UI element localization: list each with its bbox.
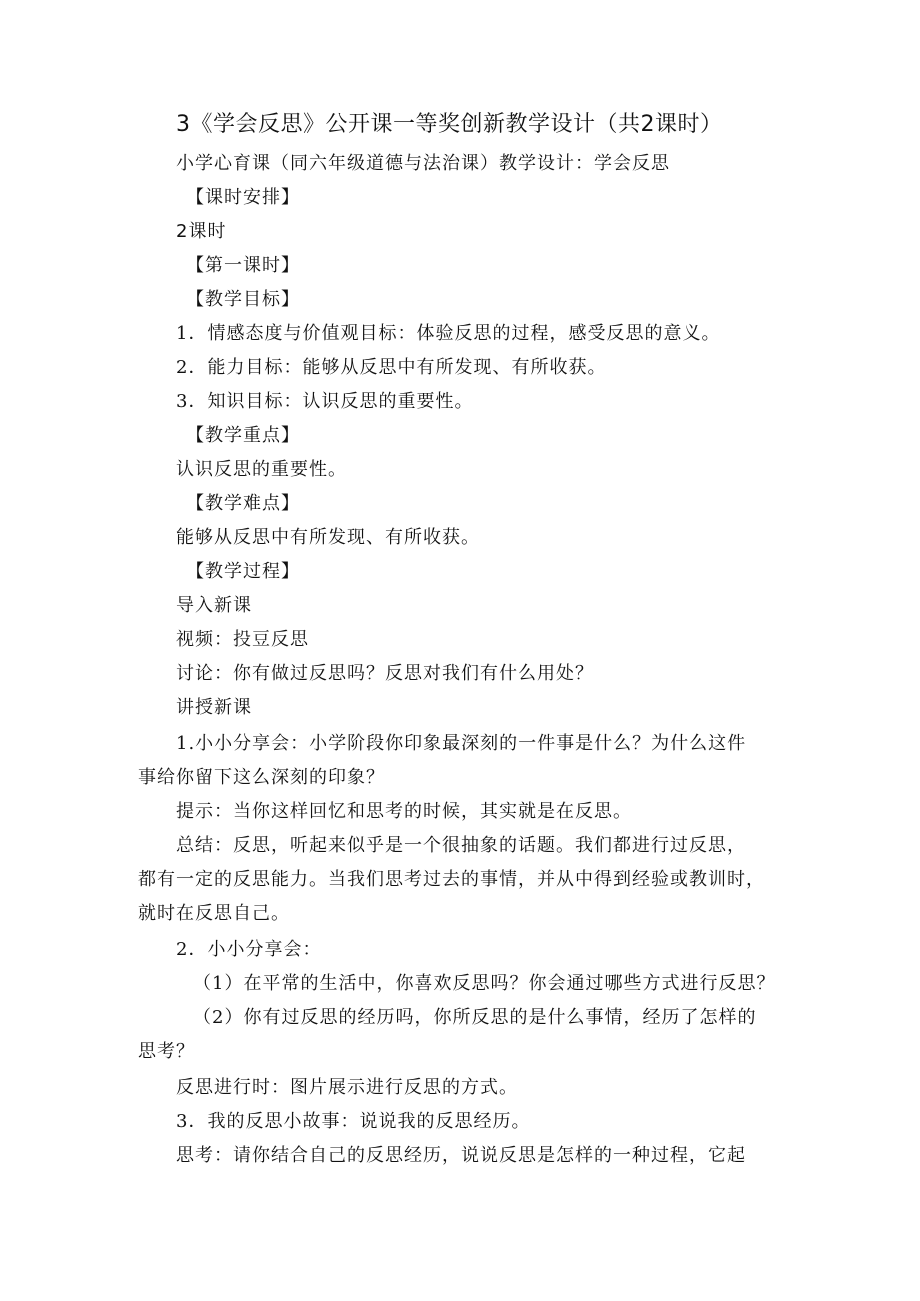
objective-item-1: 1．情感态度与价值观目标：体验反思的过程，感受反思的意义。 [176, 323, 721, 344]
section-heading-schedule: 【课时安排】 [186, 187, 300, 208]
objective-item-3: 3．知识目标：认识反思的重要性。 [176, 391, 474, 412]
paragraph-line: 思考？ [138, 1041, 195, 1062]
paragraph-line: 思考：请你结合自己的反思经历，说说反思是怎样的一种过程，它起 [176, 1145, 746, 1166]
section-heading-difficulties: 【教学难点】 [186, 493, 300, 514]
paragraph-line: （1）在平常的生活中，你喜欢反思吗？你会通过哪些方式进行反思？ [193, 973, 776, 994]
paragraph-line: 导入新课 [176, 595, 252, 616]
paragraph-line: 认识反思的重要性。 [176, 459, 347, 480]
paragraph-line: 2．小小分享会： [176, 939, 322, 960]
paragraph-line: 讨论：你有做过反思吗？反思对我们有什么用处？ [176, 663, 594, 684]
paragraph-line: 讲授新课 [176, 697, 252, 718]
section-heading-objectives: 【教学目标】 [186, 289, 300, 310]
paragraph-line: 2课时 [176, 221, 227, 242]
paragraph-line: 事给你留下这么深刻的印象？ [138, 767, 385, 788]
paragraph-line: 总结：反思，听起来似乎是一个很抽象的话题。我们都进行过反思， [176, 835, 746, 856]
section-heading-first-lesson: 【第一课时】 [186, 255, 300, 276]
paragraph-line: 视频：投豆反思 [176, 629, 309, 650]
paragraph-line: 都有一定的反思能力。当我们思考过去的事情，并从中得到经验或教训时， [138, 869, 765, 890]
section-heading-process: 【教学过程】 [186, 561, 300, 582]
section-heading-key-points: 【教学重点】 [186, 425, 300, 446]
objective-item-2: 2．能力目标：能够从反思中有所发现、有所收获。 [176, 357, 607, 378]
paragraph-line: 3．我的反思小故事：说说我的反思经历。 [176, 1111, 531, 1132]
document-title: 3《学会反思》公开课一等奖创新教学设计（共2课时） [176, 112, 723, 137]
paragraph-line: 反思进行时：图片展示进行反思的方式。 [176, 1077, 518, 1098]
paragraph-line: 就时在反思自己。 [138, 903, 290, 924]
paragraph-line: 能够从反思中有所发现、有所收获。 [176, 527, 480, 548]
paragraph-line: （2）你有过反思的经历吗，你所反思的是什么事情，经历了怎样的 [193, 1007, 757, 1028]
paragraph-line: 1.小小分享会：小学阶段你印象最深刻的一件事是什么？为什么这件 [176, 733, 747, 754]
subtitle-line: 小学心育课（同六年级道德与法治课）教学设计：学会反思 [176, 153, 670, 174]
paragraph-line: 提示：当你这样回忆和思考的时候，其实就是在反思。 [176, 801, 632, 822]
